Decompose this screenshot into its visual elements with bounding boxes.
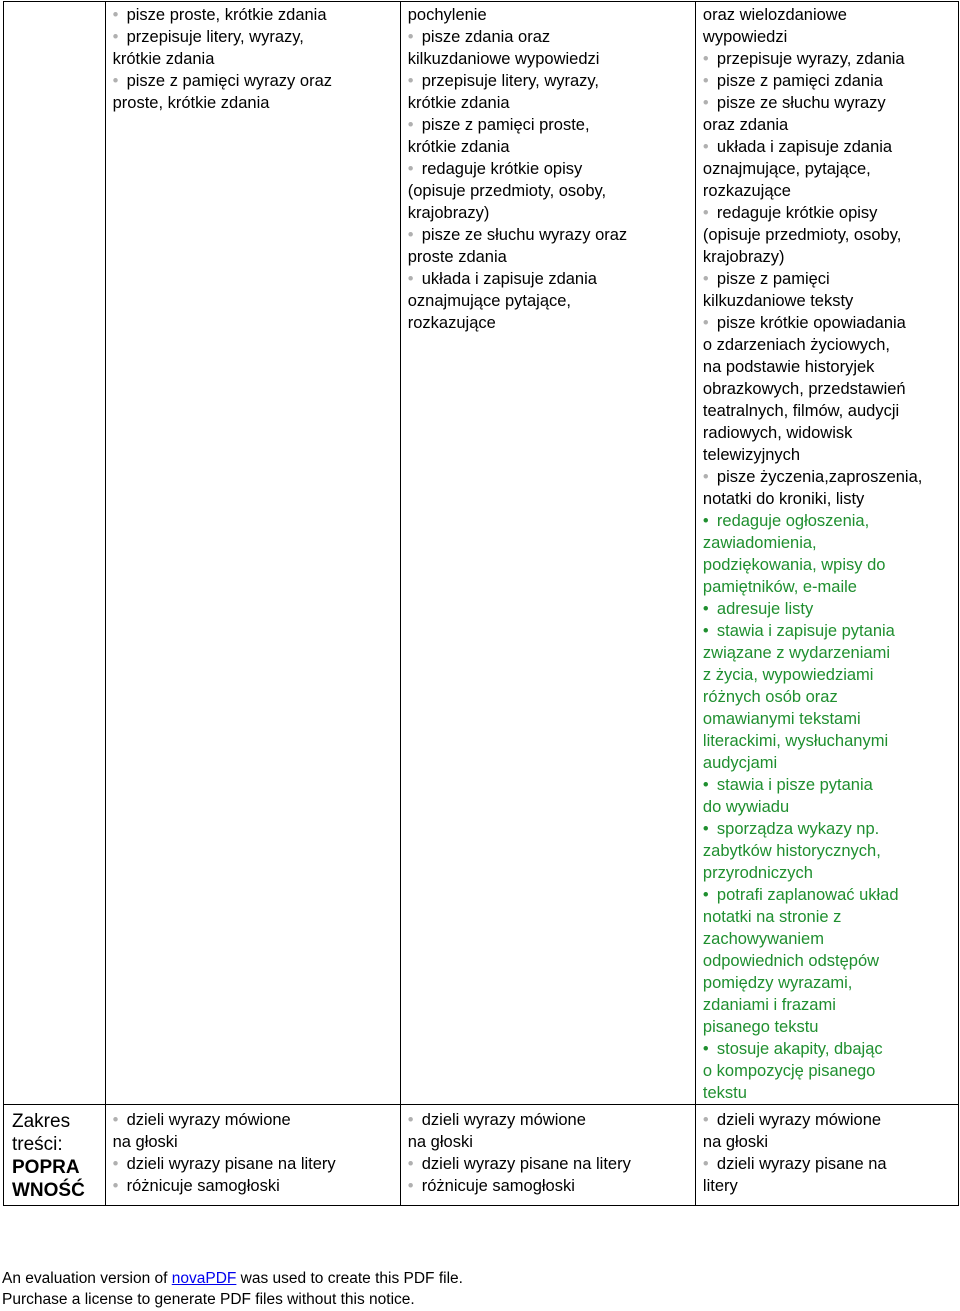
text-line	[703, 158, 952, 180]
text-line	[703, 70, 952, 92]
grade-cell-3	[695, 1105, 958, 1206]
line-text: (opisuje przedmioty, osoby,	[407, 182, 607, 200]
text-line	[113, 1175, 394, 1197]
text-line	[703, 422, 952, 444]
line-text: dzieli wyrazy mówione	[421, 1111, 586, 1129]
notice-text: was used to create this PDF file.	[236, 1270, 463, 1287]
line-text: do wywiadu	[702, 798, 790, 816]
line-text: rozkazujące	[407, 314, 496, 332]
text-line	[703, 488, 952, 510]
text-line	[703, 818, 952, 840]
bullet-icon: •	[112, 1155, 119, 1173]
text-line	[703, 180, 952, 202]
text-line	[703, 334, 952, 356]
grade-cell-3	[695, 2, 958, 1105]
line-text: oznajmujące, pytające,	[702, 160, 871, 178]
text-line	[703, 466, 952, 488]
text-line	[408, 1109, 689, 1131]
bullet-icon: •	[407, 28, 414, 46]
text-line	[703, 796, 952, 818]
text-line	[703, 26, 952, 48]
line-text: dzieli wyrazy pisane na	[716, 1155, 887, 1173]
line-text: dzieli wyrazy pisane na litery	[421, 1155, 631, 1173]
text-line	[703, 686, 952, 708]
text-line	[703, 312, 952, 334]
text-line	[703, 1082, 952, 1104]
section-label-cell	[4, 1105, 106, 1206]
text-line	[703, 972, 952, 994]
line-text: pisze proste, krótkie zdania	[126, 6, 327, 24]
text-line	[703, 246, 952, 268]
text-line	[703, 48, 952, 70]
text-line	[703, 708, 952, 730]
line-text: oznajmujące pytające,	[407, 292, 572, 310]
novapdf-link[interactable]: novaPDF	[171, 1270, 237, 1287]
text-line	[408, 48, 689, 70]
text-line	[703, 884, 952, 906]
text-line	[703, 598, 952, 620]
line-text: różnicuje samogłoski	[126, 1177, 280, 1195]
line-text: pisze zdania oraz	[421, 28, 551, 46]
line-text: literackimi, wysłuchanymi	[702, 732, 889, 750]
line-text: zabytków historycznych,	[702, 842, 881, 860]
line-text: układa i zapisuje zdania	[421, 270, 597, 288]
line-text: pisze z pamięci proste,	[421, 116, 590, 134]
text-line	[703, 774, 952, 796]
bullet-icon: •	[407, 116, 414, 134]
line-text: pamiętników, e-maile	[702, 578, 857, 596]
text-line	[408, 202, 689, 224]
bullet-icon: •	[112, 1177, 119, 1195]
text-line	[703, 290, 952, 312]
text-line	[113, 70, 394, 92]
bullet-icon: •	[407, 1177, 414, 1195]
line-text: (opisuje przedmioty, osoby,	[702, 226, 902, 244]
line-text: kilkuzdaniowe teksty	[702, 292, 854, 310]
text-line	[408, 1153, 689, 1175]
text-line	[113, 4, 394, 26]
line-text: tekstu	[702, 1084, 747, 1102]
bullet-icon: •	[702, 600, 709, 618]
bullet-icon: •	[702, 886, 709, 904]
text-line	[703, 92, 952, 114]
line-text: telewizyjnych	[702, 446, 801, 464]
line-text: związane z wydarzeniami	[702, 644, 890, 662]
text-line	[703, 664, 952, 686]
line-text: krajobrazy)	[407, 204, 490, 222]
line-text: pisze ze słuchu wyrazy	[716, 94, 886, 112]
line-text: przepisuje wyrazy, zdania	[716, 50, 905, 68]
line-text: pisanego tekstu	[702, 1018, 819, 1036]
notice-line-1	[2, 1268, 463, 1289]
line-text: zdaniami i frazami	[702, 996, 836, 1014]
line-text: z życia, wypowiedziami	[702, 666, 874, 684]
line-text: notatki do kroniki, listy	[702, 490, 865, 508]
text-line	[703, 620, 952, 642]
text-line	[703, 136, 952, 158]
bullet-icon: •	[407, 1155, 414, 1173]
content-table	[3, 1, 959, 1206]
line-text: podziękowania, wpisy do	[702, 556, 886, 574]
line-text: odpowiednich odstępów	[702, 952, 880, 970]
line-text: audycjami	[702, 754, 778, 772]
text-line	[703, 1016, 952, 1038]
text-line	[703, 378, 952, 400]
text-line	[703, 994, 952, 1016]
text-line	[408, 114, 689, 136]
line-text: różnicuje samogłoski	[421, 1177, 575, 1195]
text-line	[703, 356, 952, 378]
bullet-icon: •	[702, 512, 709, 530]
line-text: pochylenie	[407, 6, 487, 24]
bullet-icon: •	[702, 72, 709, 90]
text-line	[408, 26, 689, 48]
line-text: zachowywaniem	[702, 930, 824, 948]
line-text: krajobrazy)	[702, 248, 785, 266]
line-text: układa i zapisuje zdania	[716, 138, 893, 156]
text-line	[703, 642, 952, 664]
text-line	[703, 1175, 952, 1197]
text-line	[408, 180, 689, 202]
line-text: pisze życzenia,zaproszenia,	[716, 468, 923, 486]
text-line	[408, 158, 689, 180]
section-label-line: Zakres	[12, 1111, 71, 1132]
line-text: rozkazujące	[702, 182, 791, 200]
text-line	[408, 1131, 689, 1153]
line-text: pomiędzy wyrazami,	[702, 974, 853, 992]
bullet-icon: •	[702, 94, 709, 112]
line-text: o kompozycję pisanego	[702, 1062, 876, 1080]
text-line	[703, 444, 952, 466]
text-line	[113, 26, 394, 48]
line-text: redaguje krótkie opisy	[716, 204, 878, 222]
bullet-icon: •	[112, 28, 119, 46]
line-text: dzieli wyrazy pisane na litery	[126, 1155, 336, 1173]
text-line	[703, 752, 952, 774]
line-text: dzieli wyrazy mówione	[716, 1111, 882, 1129]
text-line	[408, 1175, 689, 1197]
text-line	[113, 48, 394, 70]
label-cell-empty	[4, 2, 106, 1105]
line-text: teatralnych, filmów, audycji	[702, 402, 900, 420]
text-line	[113, 1153, 394, 1175]
text-line	[408, 290, 689, 312]
bullet-icon: •	[702, 50, 709, 68]
text-line	[703, 950, 952, 972]
line-text: redaguje ogłoszenia,	[716, 512, 870, 530]
text-line	[408, 224, 689, 246]
text-line	[703, 554, 952, 576]
text-line	[113, 1109, 394, 1131]
line-text: sporządza wykazy np.	[716, 820, 880, 838]
bullet-icon: •	[702, 270, 709, 288]
text-line	[113, 92, 394, 114]
bullet-icon: •	[112, 1111, 119, 1129]
table-row	[4, 1105, 959, 1206]
bullet-icon: •	[702, 468, 709, 486]
line-text: krótkie zdania	[407, 138, 510, 156]
bullet-icon: •	[407, 72, 414, 90]
line-text: o zdarzeniach życiowych,	[702, 336, 890, 354]
section-label-bold: POPRA	[12, 1157, 80, 1178]
text-line	[703, 1038, 952, 1060]
line-text: przepisuje litery, wyrazy,	[421, 72, 600, 90]
line-text: litery	[702, 1177, 738, 1195]
text-line	[703, 928, 952, 950]
line-text: wypowiedzi	[702, 28, 788, 46]
text-line	[703, 1153, 952, 1175]
bullet-icon: •	[407, 226, 414, 244]
text-line	[408, 268, 689, 290]
bullet-icon: •	[702, 1155, 709, 1173]
line-text: krótkie zdania	[407, 94, 510, 112]
grade-cell-1	[105, 1105, 400, 1206]
line-text: redaguje krótkie opisy	[421, 160, 583, 178]
line-text: obrazkowych, przedstawień	[702, 380, 906, 398]
text-line	[703, 1060, 952, 1082]
section-label-line: treści:	[12, 1134, 63, 1155]
text-line	[703, 400, 952, 422]
bullet-icon: •	[702, 820, 709, 838]
line-text: różnych osób oraz	[702, 688, 838, 706]
bullet-icon: •	[407, 1111, 414, 1129]
bullet-icon: •	[702, 1040, 709, 1058]
line-text: na głoski	[702, 1133, 769, 1151]
bullet-icon: •	[112, 6, 119, 24]
text-line	[408, 136, 689, 158]
text-line	[703, 576, 952, 598]
line-text: na głoski	[407, 1133, 473, 1151]
line-text: pisze ze słuchu wyrazy oraz	[421, 226, 628, 244]
line-text: oraz wielozdaniowe	[702, 6, 847, 24]
text-line	[703, 1109, 952, 1131]
bullet-icon: •	[112, 72, 119, 90]
line-text: na głoski	[112, 1133, 178, 1151]
text-line	[408, 246, 689, 268]
line-text: radiowych, widowisk	[702, 424, 853, 442]
line-text: pisze z pamięci zdania	[716, 72, 883, 90]
line-text: stawia i zapisuje pytania	[716, 622, 895, 640]
line-text: dzieli wyrazy mówione	[126, 1111, 291, 1129]
text-line	[113, 1131, 394, 1153]
line-text: kilkuzdaniowe wypowiedzi	[407, 50, 600, 68]
line-text: stawia i pisze pytania	[716, 776, 873, 794]
bullet-icon: •	[702, 314, 709, 332]
text-line	[703, 224, 952, 246]
line-text: notatki na stronie z	[702, 908, 842, 926]
evaluation-notice	[2, 1268, 463, 1310]
line-text: przepisuje litery, wyrazy,	[126, 28, 304, 46]
line-text: proste, krótkie zdania	[112, 94, 270, 112]
text-line	[703, 268, 952, 290]
text-line	[703, 730, 952, 752]
text-line	[703, 114, 952, 136]
bullet-icon: •	[702, 1111, 709, 1129]
text-line	[703, 906, 952, 928]
bullet-icon: •	[702, 138, 709, 156]
line-text: pisze krótkie opowiadania	[716, 314, 906, 332]
table-row	[4, 2, 959, 1105]
bullet-icon: •	[702, 776, 709, 794]
text-line	[703, 202, 952, 224]
text-line	[408, 92, 689, 114]
text-line	[408, 312, 689, 334]
line-text: pisze z pamięci wyrazy oraz	[126, 72, 332, 90]
line-text: proste zdania	[407, 248, 507, 266]
bullet-icon: •	[407, 270, 414, 288]
line-text: krótkie zdania	[112, 50, 215, 68]
line-text: zawiadomienia,	[702, 534, 817, 552]
text-line	[703, 862, 952, 884]
line-text: omawianymi tekstami	[702, 710, 861, 728]
line-text: na podstawie historyjek	[702, 358, 875, 376]
grade-cell-2	[400, 2, 695, 1105]
bullet-icon: •	[702, 204, 709, 222]
notice-line-2: Purchase a license to generate PDF files without this notice.	[2, 1291, 415, 1308]
text-line	[408, 4, 689, 26]
text-line	[703, 840, 952, 862]
line-text: potrafi zaplanować układ	[716, 886, 899, 904]
text-line	[703, 1131, 952, 1153]
text-line	[703, 510, 952, 532]
bullet-icon: •	[702, 622, 709, 640]
grade-cell-1	[105, 2, 400, 1105]
line-text: pisze z pamięci	[716, 270, 830, 288]
section-label-bold: WNOŚĆ	[12, 1180, 85, 1201]
text-line	[408, 70, 689, 92]
notice-text: An evaluation version of	[2, 1270, 172, 1287]
grade-cell-2	[400, 1105, 695, 1206]
line-text: stosuje akapity, dbając	[716, 1040, 883, 1058]
text-line	[703, 4, 952, 26]
bullet-icon: •	[407, 160, 414, 178]
line-text: adresuje listy	[716, 600, 814, 618]
line-text: przyrodniczych	[702, 864, 813, 882]
text-line	[703, 532, 952, 554]
line-text: oraz zdania	[702, 116, 789, 134]
